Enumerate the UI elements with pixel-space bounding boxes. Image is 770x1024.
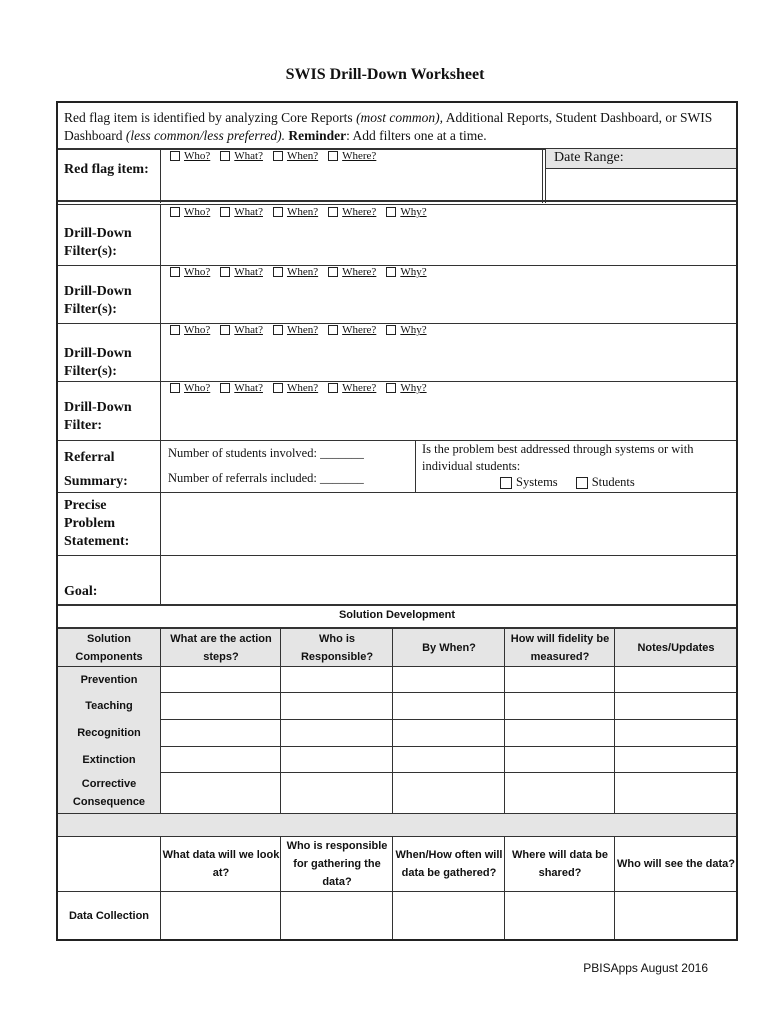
dc-header-who-sees: Who will see the data? xyxy=(617,858,735,870)
dc-header-shared: Where will data be shared? xyxy=(512,849,608,879)
checkbox-why[interactable] xyxy=(386,325,396,335)
systems-students-options xyxy=(500,475,635,490)
option-label: Who? xyxy=(184,324,211,336)
row-recognition: Recognition xyxy=(77,727,141,739)
row-teaching: Teaching xyxy=(85,700,133,712)
checkbox-where[interactable] xyxy=(328,151,338,161)
option-label: When? xyxy=(286,382,319,394)
header-by-when: By When? xyxy=(422,641,476,654)
row-data-collection: Data Collection xyxy=(68,909,150,922)
option-label: Where? xyxy=(342,150,377,162)
checkbox-where[interactable] xyxy=(328,383,338,393)
drilldown-4-label: Drill-Down Filter: xyxy=(64,400,132,433)
option-label: Where? xyxy=(342,324,377,336)
checkbox-why[interactable] xyxy=(386,267,396,277)
solution-heading: Solution Development xyxy=(338,609,456,621)
goal-label: Goal: xyxy=(64,584,98,599)
checkbox-what[interactable] xyxy=(220,325,230,335)
checkbox-when[interactable] xyxy=(273,151,283,161)
dc-header-how-often: When/How often will data be gathered? xyxy=(395,849,503,879)
checkbox-systems[interactable] xyxy=(500,477,512,489)
checkbox-students[interactable] xyxy=(576,477,588,489)
option-label: Who? xyxy=(184,150,211,162)
intro-text: Red flag item is identified by analyzing Core Reports (most common), Additional Reports, Student Dashboard, or SWIS Dashboard (less common/less preferred). Reminder: Add filters one at a time. xyxy=(64,110,713,143)
option-label: Where? xyxy=(342,206,377,218)
checkbox-why[interactable] xyxy=(386,383,396,393)
dc-header-data: What data will we look at? xyxy=(162,849,280,879)
header-solution-components: Solution Components xyxy=(75,632,143,663)
checkbox-what[interactable] xyxy=(220,383,230,393)
option-label: What? xyxy=(234,382,263,394)
option-label: When? xyxy=(286,266,319,278)
checkbox-what[interactable] xyxy=(220,207,230,217)
option-label: Who? xyxy=(184,206,211,218)
option-label: Where? xyxy=(342,382,377,394)
drilldown-1-options xyxy=(170,206,427,218)
checkbox-who[interactable] xyxy=(170,151,180,161)
option-label: When? xyxy=(286,206,319,218)
drilldown-2-options xyxy=(170,266,427,278)
option-label: Where? xyxy=(342,266,377,278)
checkbox-who[interactable] xyxy=(170,383,180,393)
option-label: Students xyxy=(591,475,635,489)
header-notes: Notes/Updates xyxy=(637,641,715,654)
option-label: Systems xyxy=(516,475,558,489)
option-label: What? xyxy=(234,324,263,336)
referral-label: Referral Summary: xyxy=(64,450,128,489)
option-label: What? xyxy=(234,266,263,278)
row-corrective-consequence: Corrective Consequence xyxy=(72,778,146,808)
checkbox-what[interactable] xyxy=(220,267,230,277)
checkbox-who[interactable] xyxy=(170,325,180,335)
checkbox-why[interactable] xyxy=(386,207,396,217)
option-label: Why? xyxy=(400,206,427,218)
red-flag-label: Red flag item: xyxy=(64,162,149,177)
drilldown-4-options xyxy=(170,382,427,394)
drilldown-3-label: Drill-Down Filter(s): xyxy=(64,346,132,379)
checkbox-when[interactable] xyxy=(273,207,283,217)
checkbox-what[interactable] xyxy=(220,151,230,161)
checkbox-when[interactable] xyxy=(273,267,283,277)
option-label: What? xyxy=(234,150,263,162)
row-extinction: Extinction xyxy=(82,753,136,766)
checkbox-where[interactable] xyxy=(328,207,338,217)
option-label: Who? xyxy=(184,382,211,394)
drilldown-1-label: Drill-Down Filter(s): xyxy=(64,226,132,259)
checkbox-who[interactable] xyxy=(170,267,180,277)
date-range-label: Date Range: xyxy=(554,150,624,165)
footer: PBISApps August 2016 xyxy=(583,961,708,975)
page-title: SWIS Drill-Down Worksheet xyxy=(285,66,485,83)
dc-header-responsible: Who is responsible for gathering the data? xyxy=(286,840,388,888)
header-action-steps: What are the action steps? xyxy=(170,632,272,663)
systems-question: Is the problem best addressed through systems or with individual students: xyxy=(422,442,694,473)
header-fidelity: How will fidelity be measured? xyxy=(510,632,610,663)
precise-problem-label: Precise Problem Statement: xyxy=(64,498,130,549)
row-prevention: Prevention xyxy=(80,673,138,686)
option-label: Why? xyxy=(400,266,427,278)
red-flag-options xyxy=(170,150,376,162)
option-label: When? xyxy=(286,324,319,336)
checkbox-where[interactable] xyxy=(328,267,338,277)
checkbox-when[interactable] xyxy=(273,325,283,335)
checkbox-when[interactable] xyxy=(273,383,283,393)
drilldown-3-options xyxy=(170,324,427,336)
checkbox-where[interactable] xyxy=(328,325,338,335)
referrals-included: Number of referrals included: _______ xyxy=(168,471,364,485)
option-label: Why? xyxy=(400,382,427,394)
header-responsible: Who is Responsible? xyxy=(300,632,374,663)
worksheet-frame xyxy=(56,101,738,941)
option-label: What? xyxy=(234,206,263,218)
date-range-field[interactable] xyxy=(546,169,736,199)
option-label: When? xyxy=(286,150,319,162)
goal-field[interactable] xyxy=(162,557,736,603)
option-label: Who? xyxy=(184,266,211,278)
option-label: Why? xyxy=(400,324,427,336)
checkbox-who[interactable] xyxy=(170,207,180,217)
drilldown-2-label: Drill-Down Filter(s): xyxy=(64,284,132,317)
students-involved: Number of students involved: _______ xyxy=(168,446,364,460)
precise-problem-field[interactable] xyxy=(162,494,736,554)
